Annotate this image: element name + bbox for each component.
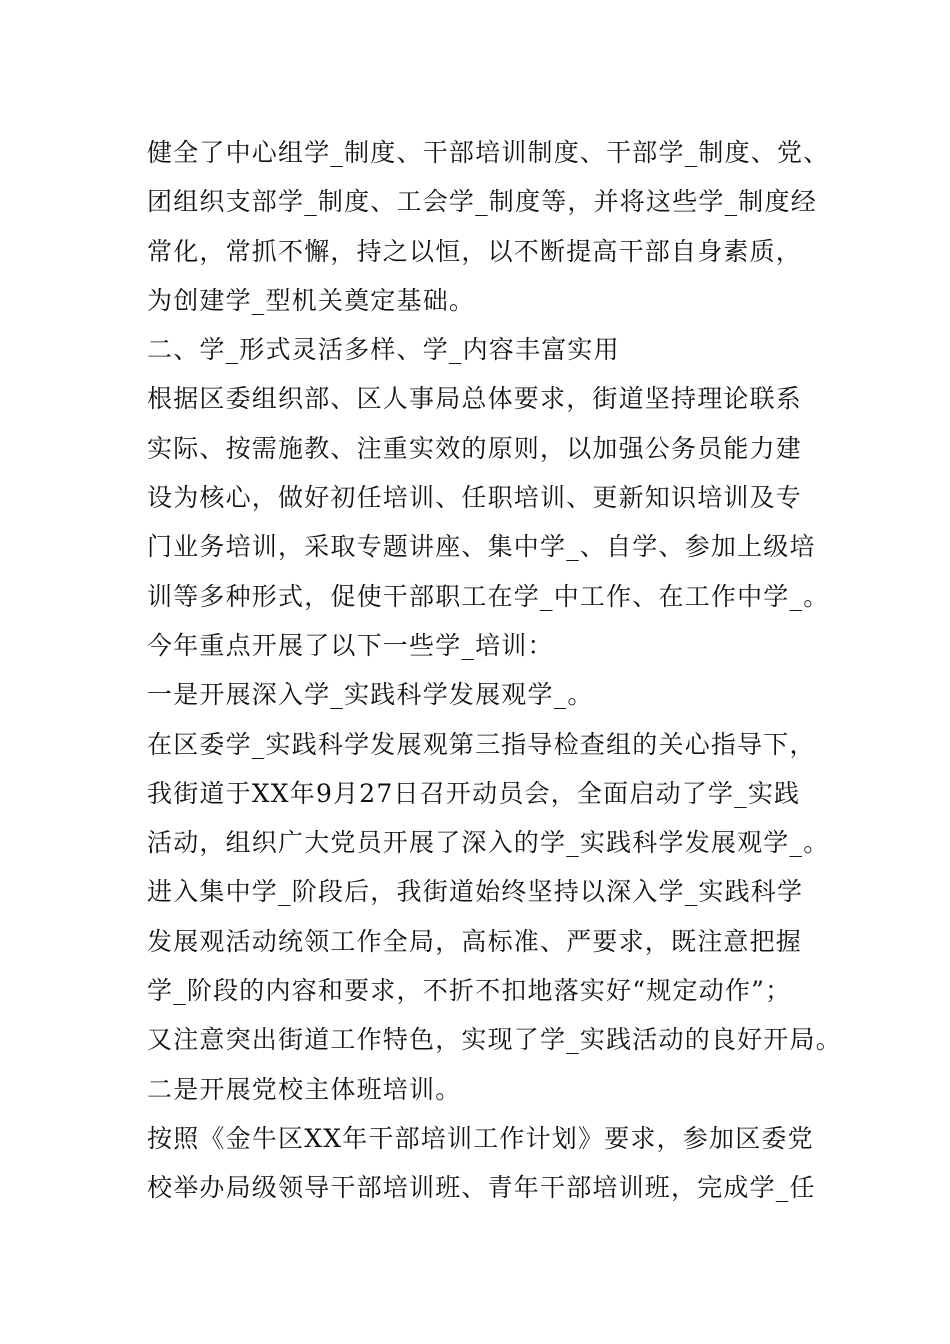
subsection-heading: 一是开展深入学_实践科学发展观学_。 — [147, 680, 594, 710]
text-line: 校举办局级领导干部培训班、青年干部培训班，完成学_任 — [147, 1173, 816, 1203]
text-line: 团组织支部学_制度、工会学_制度等，并将这些学_制度经 — [147, 187, 817, 217]
text-line: 常化，常抓不懈，持之以恒，以不断提高干部自身素质， — [147, 236, 803, 266]
text-line: 进入集中学_阶段后，我街道始终坚持以深入学_实践科学 — [147, 877, 804, 907]
text-line: 按照《金牛区XX年干部培训工作计划》要求，参加区委党 — [147, 1123, 814, 1153]
text-line: 门业务培训，采取专题讲座、集中学_、自学、参加上级培 — [147, 532, 816, 562]
text-line: 训等多种形式，促使干部职工在学_中工作、在工作中学_。 — [147, 581, 830, 611]
text-line: 实际、按需施教、注重实效的原则，以加强公务员能力建 — [147, 433, 803, 463]
text-line: 我街道于XX年9月27日召开动员会，全面启动了学_实践 — [147, 778, 801, 808]
text-line: 学_阶段的内容和要求，不折不扣地落实好“规定动作”； — [147, 976, 792, 1006]
body-text — [147, 128, 842, 1213]
subsection-heading: 二是开展党校主体班培训。 — [147, 1074, 462, 1104]
text-line: 又注意突出街道工作特色，实现了学_实践活动的良好开局。 — [147, 1025, 842, 1055]
text-line: 为创建学_型机关奠定基础。 — [147, 285, 476, 315]
text-line: 根据区委组织部、区人事局总体要求，街道坚持理论联系 — [147, 384, 803, 414]
text-line: 在区委学_实践科学发展观第三指导检查组的关心指导下， — [147, 729, 816, 759]
text-line: 发展观活动统领工作全局，高标准、严要求，既注意把握 — [147, 926, 803, 956]
text-line: 今年重点开展了以下一些学_培训： — [147, 630, 554, 660]
text-line: 活动，组织广大党员开展了深入的学_实践科学发展观学_。 — [147, 828, 830, 858]
section-heading: 二、学_形式灵活多样、学_内容丰富实用 — [147, 335, 620, 365]
text-line: 设为核心，做好初任培训、任职培训、更新知识培训及专 — [147, 483, 803, 513]
text-line: 健全了中心组学_制度、干部培训制度、干部学_制度、党、 — [147, 138, 830, 167]
